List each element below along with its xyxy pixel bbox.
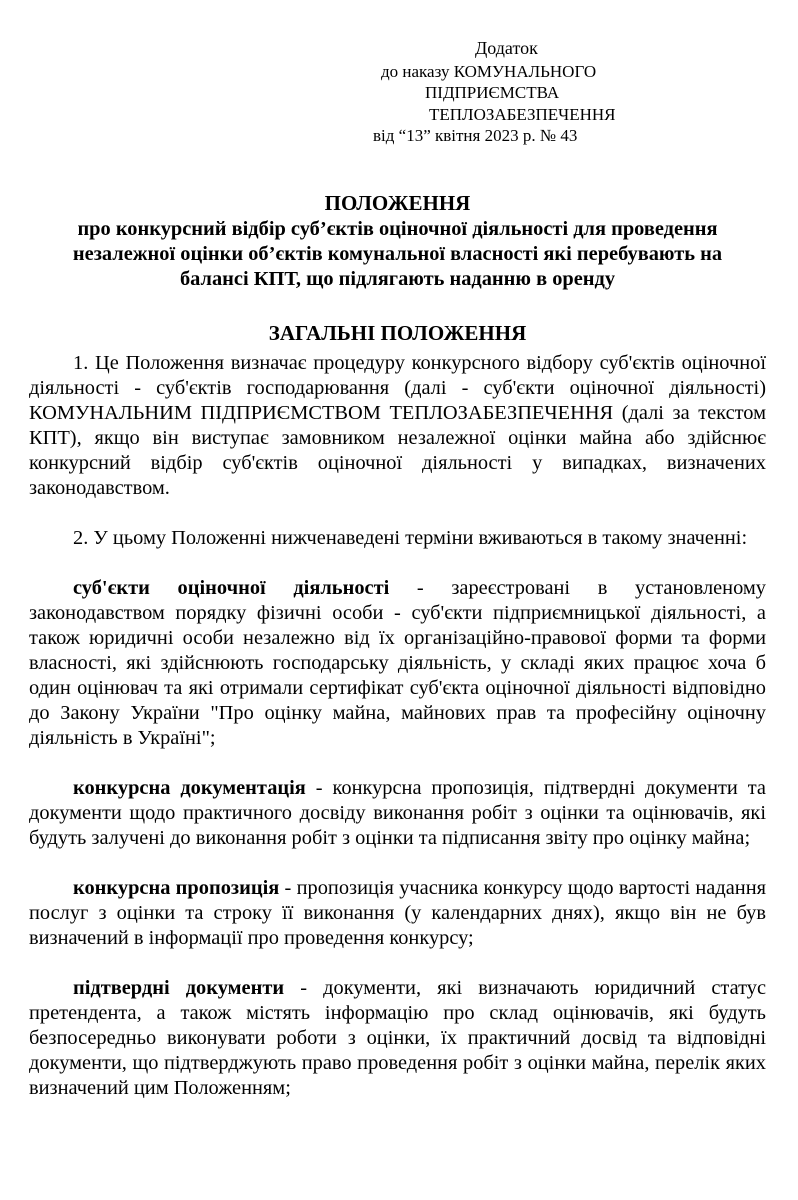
definition-term: підтвердні документи (73, 976, 285, 999)
definition-text: - документи, які визначають юридичний статус претендента, а також містять інформацію про склад оцінювачів, які будуть безпосередньо виконувати роботи з оцінки, їх практичний досвід та відповідні документи, що підтверджують право проведення робіт з оцінки майна, перелік яких визначений цим Положенням; (29, 976, 766, 1099)
section-heading: ЗАГАЛЬНІ ПОЛОЖЕННЯ (268, 320, 527, 345)
document-subtitle-line: незалежної оцінки об’єктів комунальної власності які перебувають на (72, 242, 723, 265)
addendum-title: Додаток (475, 38, 538, 58)
paragraph-1: 1. Це Положення визначає процедуру конкурсного відбору суб'єктів оціночної діяльності - суб'єктів господарювання (далі - суб'єкти оціночної діяльності) КОМУНАЛЬНИМ ПІДПРИЄМСТВОМ ТЕПЛОЗАБЕЗПЕЧЕННЯ (далі за текстом КПТ), якщо він виступає замовником незалежної оцінки майна або здійснює конкурсний відбір суб'єктів оціночної діяльності у випадках, визначених законодавством. (29, 351, 766, 499)
definition-text: - конкурсна пропозиція, підтвердні документи та документи щодо практичного досвіду виконання робіт з оцінки та оцінювачів, які будуть залучені до виконання робіт з оцінки та підписання звіту про оцінку майна; (29, 776, 766, 849)
definition-term: конкурсна документація (73, 776, 306, 799)
definition-term: суб'єкти оціночної діяльності (73, 576, 390, 599)
addendum-line: ПІДПРИЄМСТВА (425, 83, 560, 102)
definition-paragraph (29, 576, 766, 751)
document-subtitle-line: балансі КПТ, що підлягають наданню в оренду (179, 267, 616, 290)
definition-term: конкурсна пропозиція (73, 876, 280, 899)
document-title-block (29, 191, 766, 292)
addendum-line: до наказу КОМУНАЛЬНОГО (381, 61, 597, 81)
addendum-line: ТЕПЛОЗАБЕЗПЕЧЕННЯ (429, 104, 616, 124)
definition-text: - пропозиція учасника конкурсу щодо вартості надання послуг з оцінки та строку її виконання (у календарних днях), якщо він не був визначений в інформації про проведення конкурсу; (29, 876, 766, 949)
document-title: ПОЛОЖЕННЯ (324, 190, 471, 215)
paragraph-2: 2. У цьому Положенні нижченаведені терміни вживаються в такому значенні: (73, 526, 748, 549)
document-subtitle-line: про конкурсний відбір суб’єктів оціночної діяльності для проведення (77, 217, 718, 240)
definition-paragraph (29, 776, 766, 851)
definition-text: - зареєстровані в установленому законодавством порядку фізичні особи - суб'єкти підприємницької діяльності, а також юридичні особи незалежно від їх організаційно-правової форми та форми власності, які здійснюють господарську діяльність, у складі яких працює хоча б один оцінювач та які отримали сертифікат суб'єкта оціночної діяльності відповідно до Закону України "Про оцінку майна, майнових прав та професійну оціночну діяльність в Україні"; (29, 576, 766, 749)
definition-paragraph (29, 876, 766, 951)
addendum-block (373, 38, 766, 147)
definition-paragraph (29, 976, 766, 1101)
addendum-date-line: від “13” квітня 2023 р. № 43 (373, 126, 578, 145)
